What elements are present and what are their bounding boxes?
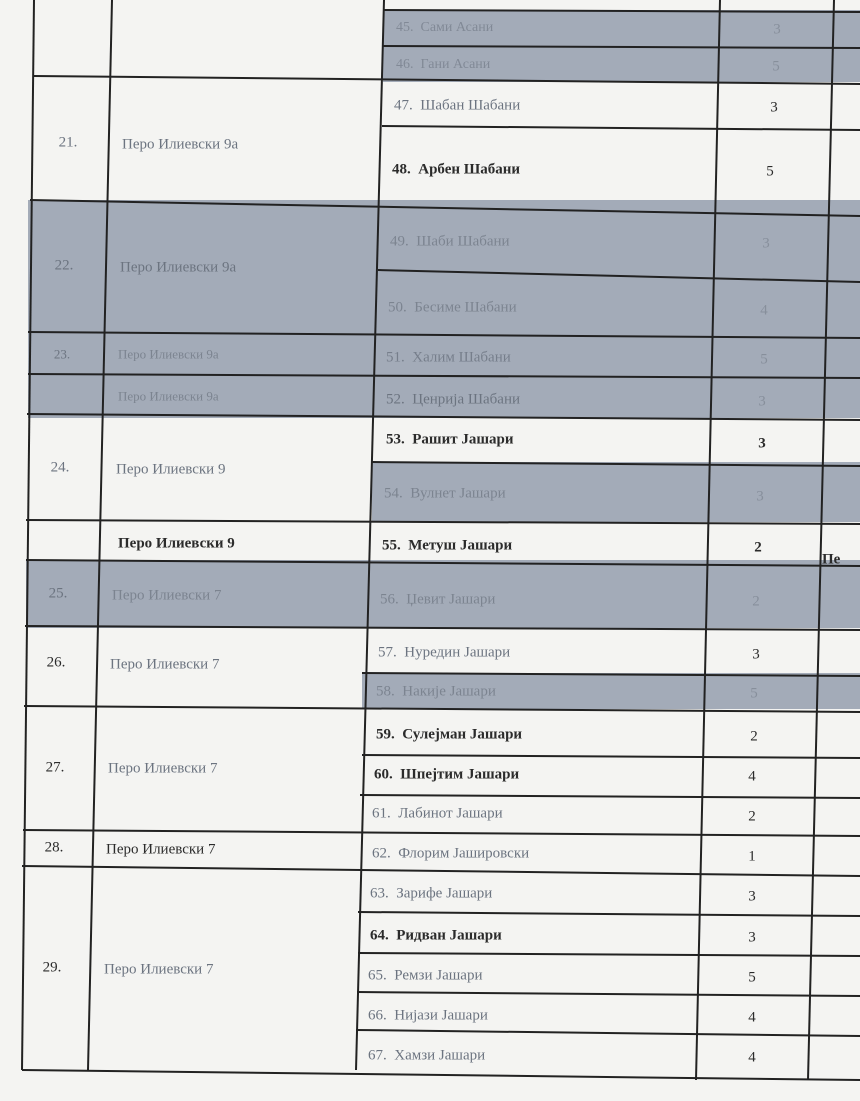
street-address: Перо Илиевски 7 xyxy=(110,656,220,673)
member-count: 3 xyxy=(770,99,778,116)
street-address: Перо Илиевски 9 xyxy=(116,461,226,478)
vline-count xyxy=(808,0,834,1080)
person-entry: 55. Метуш Јашари xyxy=(382,537,513,554)
hline-bottom xyxy=(22,1070,860,1080)
group-number: 29. xyxy=(42,959,62,976)
vline-group xyxy=(88,0,112,1070)
person-entry: 62. Флорим Јашировски xyxy=(372,845,530,862)
person-entry: 58. Накије Јашари xyxy=(376,683,496,700)
cut-off-street-text: Пе xyxy=(822,551,841,568)
group-number: 21. xyxy=(58,134,78,151)
street-address: Перо Илиевски 9а xyxy=(118,388,219,404)
group-number: 27. xyxy=(45,759,65,776)
member-count: 5 xyxy=(772,58,780,75)
member-count: 3 xyxy=(773,21,781,38)
person-entry: 53. Рашит Јашари xyxy=(386,431,514,448)
member-count: 3 xyxy=(762,235,770,252)
hline-16 xyxy=(362,755,860,758)
person-entry: 52. Ценрија Шабани xyxy=(386,391,521,408)
person-entry: 66. Нијази Јашари xyxy=(368,1007,488,1024)
street-address: Перо Илиевски 9а xyxy=(118,346,219,362)
person-entry: 60. Шпејтим Јашари xyxy=(374,766,520,783)
hline-18 xyxy=(23,830,860,836)
member-count: 3 xyxy=(748,888,756,905)
member-count: 3 xyxy=(758,393,766,410)
group-number: 26. xyxy=(46,654,66,671)
group-number: 23. xyxy=(53,346,71,362)
hline-20 xyxy=(358,912,860,916)
vline-left xyxy=(22,0,34,1070)
member-count: 4 xyxy=(748,1009,756,1026)
member-count: 3 xyxy=(756,488,764,505)
member-count: 4 xyxy=(748,1049,756,1066)
vline-street xyxy=(356,0,384,1070)
hline-17 xyxy=(360,795,860,798)
person-entry: 64. Ридван Јашари xyxy=(370,927,502,944)
hline-4 xyxy=(382,126,860,130)
person-entry: 65. Ремзи Јашари xyxy=(368,967,483,984)
member-count: 2 xyxy=(754,539,762,556)
member-count: 3 xyxy=(758,435,766,452)
person-entry: 57. Нуредин Јашари xyxy=(378,644,511,661)
member-count: 4 xyxy=(748,768,756,785)
hline-21 xyxy=(358,953,860,956)
member-count: 3 xyxy=(752,646,760,663)
member-count: 1 xyxy=(748,848,756,865)
person-entry: 67. Хамзи Јашари xyxy=(368,1047,486,1064)
street-address: Перо Илиевски 7 xyxy=(104,961,214,978)
person-entry: 45. Сами Асани xyxy=(396,20,494,35)
hline-19 xyxy=(22,866,860,876)
person-entry: 48. Арбен Шабани xyxy=(392,161,521,178)
member-count: 2 xyxy=(752,593,760,610)
street-address: Перо Илиевски 7 xyxy=(106,841,216,858)
person-entry: 51. Халим Шабани xyxy=(386,349,511,366)
group-number: 25. xyxy=(48,585,68,602)
street-address: Перо Илиевски 9 xyxy=(118,535,235,552)
hline-22 xyxy=(357,992,860,996)
member-count: 4 xyxy=(760,302,768,319)
person-entry: 54. Вулнет Јашари xyxy=(384,485,506,502)
person-entry: 59. Сулејман Јашари xyxy=(376,726,523,743)
vline-name xyxy=(696,0,720,1080)
member-count: 2 xyxy=(748,808,756,825)
street-address: Перо Илиевски 9а xyxy=(122,136,239,153)
person-entry: 63. Зарифе Јашари xyxy=(370,885,493,902)
member-count: 2 xyxy=(750,728,758,745)
member-count: 5 xyxy=(748,969,756,986)
person-entry: 50. Бесиме Шабани xyxy=(388,299,517,316)
person-entry: 56. Џевит Јашари xyxy=(380,591,496,608)
street-address: Перо Илиевски 7 xyxy=(108,760,218,777)
member-count: 3 xyxy=(748,929,756,946)
hline-23 xyxy=(356,1030,860,1036)
person-entry: 47. Шабан Шабани xyxy=(394,97,521,114)
street-address: Перо Илиевски 7 xyxy=(112,587,222,604)
member-count: 5 xyxy=(766,163,774,180)
person-entry: 61. Лабинот Јашари xyxy=(372,805,503,822)
group-number: 22. xyxy=(54,257,74,274)
group-number: 24. xyxy=(50,459,70,476)
person-entry: 49. Шаби Шабани xyxy=(390,233,510,250)
group-number: 28. xyxy=(44,839,64,856)
street-address: Перо Илиевски 9а xyxy=(120,259,237,276)
person-entry: 46. Гани Асани xyxy=(396,57,491,72)
member-count: 5 xyxy=(760,351,768,368)
member-count: 5 xyxy=(750,685,758,702)
